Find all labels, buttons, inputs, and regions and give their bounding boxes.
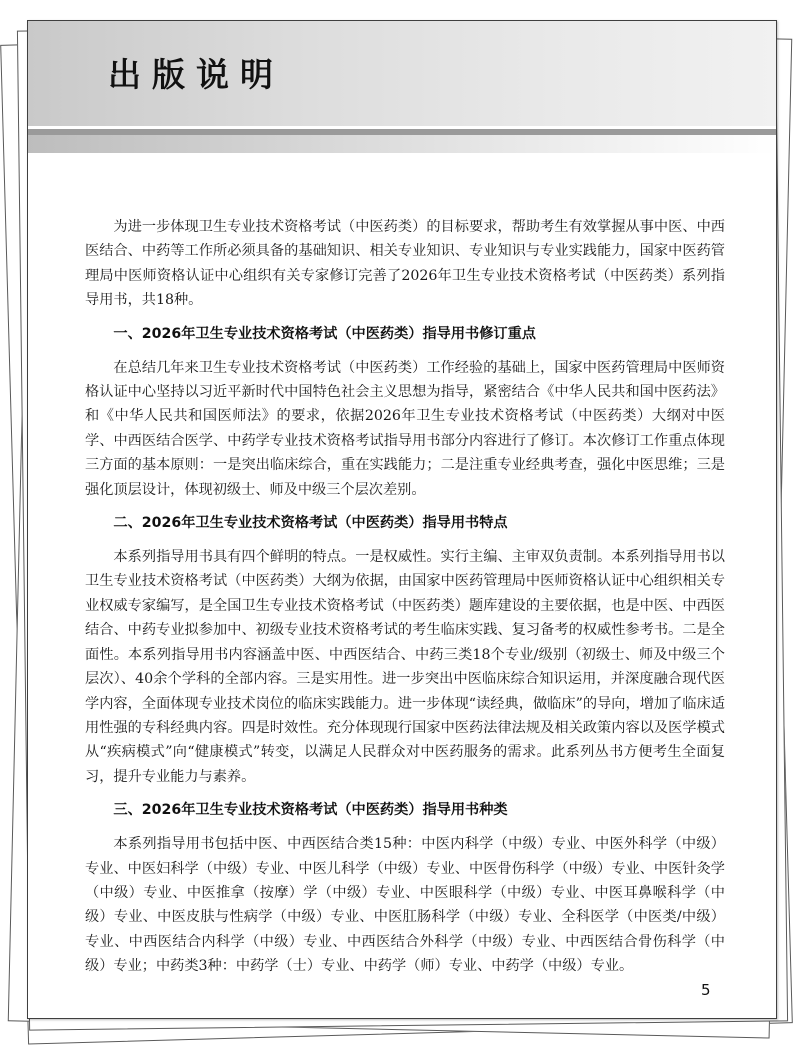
section-heading-revision: 一、2026年卫生专业技术资格考试（中医药类）指导用书修订重点 — [113, 325, 536, 342]
section-body-revision: 在总结几年来卫生专业技术资格考试（中医药类）工作经验的基础上，国家中医药管理局中医师资格认证中心坚持以习近平新时代中国特色社会主义思想为指导，紧密结合《中华人民共和国中医药法》和《中华人民共和国医师法》的要求，依据2026年卫生专业技术资格考试（中医药类）大纲对中医学、中西医结合医学、中药学专业技术资格考试指导用书部分内容进行了修订。本次修订工作重点体现三方面的基本原则：一是突出临床综合，重在实践能力；二是注重专业经典考查，强化中医思维；三是强化顶层设计，体现初级士、师及中级三个层次差别。 — [85, 359, 725, 498]
title-band — [28, 21, 776, 126]
section-body-features: 本系列指导用书具有四个鲜明的特点。一是权威性。实行主编、主审双负责制。本系列指导用书以卫生专业技术资格考试（中医药类）大纲为依据，由国家中医药管理局中医师资格认证中心组织相关专业权威专家编写，是全国卫生专业技术资格考试（中医药类）题库建设的主要依据，也是中医、中西医结合、中药专业拟参加中、初级专业技术资格考试的考生临床实践、复习备考的权威性参考书。二是全面性。本系列指导用书内容涵盖中医、中西医结合、中药三类18个专业/级别（初级士、师及中级三个层次）、40余个学科的全部内容。三是实用性。进一步突出中医临床综合知识运用，并深度融合现代医学内容，全面体现专业技术岗位的临床实践能力。进一步体现“读经典，做临床”的导向，增加了临床适用性强的专科经典内容。四是时效性。充分体现现行国家中医药法律法规及相关政策内容以及医学模式从“疾病模式”向“健康模式”转变，以满足人民群众对中医药服务的需求。此系列丛书方便考生全面复习，提升专业能力与素养。 — [85, 549, 725, 785]
section-body-types: 本系列指导用书包括中医、中西医结合类15种：中医内科学（中级）专业、中医外科学（中级）专业、中医妇科学（中级）专业、中医儿科学（中级）专业、中医骨伤科学（中级）专业、中医针灸学（中级）专业、中医推拿（按摩）学（中级）专业、中医眼科学（中级）专业、中医耳鼻喉科学（中级）专业、中医皮肤与性病学（中级）专业、中医肛肠科学（中级）专业、全科医学（中医类/中级）专业、中西医结合内科学（中级）专业、中西医结合外科学（中级）专业、中西医结合骨伤科学（中级）专业；中药类3种：中药学（士）专业、中药学（师）专业、中药学（中级）专业。 — [85, 836, 725, 975]
page-title: 出版说明 — [108, 55, 284, 94]
title-divider-fade — [28, 135, 776, 153]
intro-paragraph: 为进一步体现卫生专业技术资格考试（中医药类）的目标要求，帮助考生有效掌握从事中医、中西医结合、中药等工作所必须具备的基础知识、相关专业知识、专业知识与专业实践能力，国家中医药管理局中医师资格认证中心组织有关专家修订完善了2026年卫生专业技术资格考试（中医药类）系列指导用书，共18种。 — [85, 219, 725, 309]
document-body — [85, 215, 725, 979]
section-heading-types: 三、2026年卫生专业技术资格考试（中医药类）指导用书种类 — [113, 802, 508, 819]
document-page — [27, 20, 777, 1019]
page-number: 5 — [701, 981, 711, 999]
section-heading-features: 二、2026年卫生专业技术资格考试（中医药类）指导用书特点 — [113, 515, 508, 532]
